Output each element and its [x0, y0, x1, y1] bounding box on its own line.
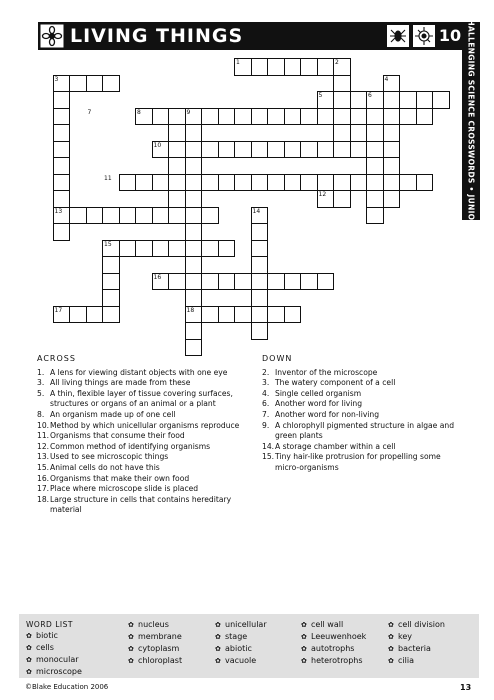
word-list-word: cilia: [398, 656, 414, 665]
flower-bullet-icon: ✿: [388, 633, 394, 641]
word-list-item: [26, 642, 82, 654]
across-clue: [37, 484, 259, 495]
grid-cell[interactable]: [300, 141, 318, 159]
grid-cell[interactable]: [53, 124, 71, 142]
grid-cell[interactable]: [201, 273, 219, 291]
page-title: LIVING THINGS: [70, 25, 244, 47]
grid-cell[interactable]: [251, 306, 269, 324]
word-list-column: [26, 619, 82, 678]
grid-cell[interactable]: [201, 174, 219, 192]
word-list-word: biotic: [36, 631, 58, 640]
grid-cell[interactable]: [53, 174, 71, 192]
grid-cell[interactable]: [119, 240, 137, 258]
grid-cell[interactable]: [185, 157, 203, 175]
clue-number-label: 12: [318, 191, 327, 198]
grid-cell[interactable]: [366, 108, 384, 126]
clue-number-label: 8: [137, 108, 141, 116]
page-number-badge: 10: [438, 26, 462, 45]
grid-cell[interactable]: [53, 190, 71, 208]
grid-cell[interactable]: [350, 141, 368, 159]
clue-number-label: 11: [104, 174, 112, 182]
word-list-word: vacuole: [225, 656, 257, 665]
down-clue: [262, 410, 458, 421]
grid-cell[interactable]: [383, 141, 401, 159]
word-list-word: nucleus: [138, 620, 169, 629]
word-list-item: [26, 666, 82, 678]
clue-number: 3.: [37, 378, 45, 388]
clue-number: 17.: [37, 484, 50, 494]
grid-cell[interactable]: [234, 306, 252, 324]
clue-text: A thin, flexible layer of tissue covering surfaces, structures or organs of an animal or a plant: [50, 388, 233, 409]
grid-cell[interactable]: [168, 108, 186, 126]
down-clues: [262, 354, 458, 474]
grid-cell[interactable]: [135, 174, 153, 192]
clue-number: 2.: [262, 367, 270, 377]
across-clue: [37, 410, 259, 421]
flower-bullet-icon: ✿: [301, 657, 307, 665]
clue-text: A chlorophyll pigmented structure in algae and green plants: [275, 420, 455, 441]
word-list-column: [215, 619, 267, 667]
grid-cell[interactable]: [366, 190, 384, 208]
grid-cell[interactable]: [168, 174, 186, 192]
grid-cell[interactable]: [366, 207, 384, 225]
grid-cell[interactable]: [267, 174, 285, 192]
word-list-item: [301, 631, 366, 643]
grid-cell[interactable]: [234, 174, 252, 192]
grid-cell[interactable]: [366, 141, 384, 159]
clue-number: 15.: [262, 452, 275, 462]
grid-cell[interactable]: [185, 190, 203, 208]
grid-cell[interactable]: [185, 141, 203, 159]
clue-text: Used to see microscopic things: [50, 452, 169, 462]
grid-cell[interactable]: [317, 273, 335, 291]
clue-number-label: 17: [54, 306, 63, 314]
grid-cell[interactable]: [284, 306, 302, 324]
clue-text: Animal cells do not have this: [50, 462, 160, 472]
word-list-item: [215, 643, 267, 655]
grid-cell[interactable]: [416, 174, 434, 192]
grid-cell[interactable]: [69, 75, 87, 93]
grid-cell[interactable]: [251, 174, 269, 192]
grid-cell[interactable]: [432, 91, 450, 109]
clue-text: Place where microscope slide is placed: [50, 484, 199, 494]
word-list-word: microscope: [36, 667, 82, 676]
grid-cell[interactable]: [333, 190, 351, 208]
grid-cell[interactable]: [267, 141, 285, 159]
grid-cell[interactable]: [300, 273, 318, 291]
grid-cell[interactable]: [251, 273, 269, 291]
grid-cell[interactable]: [300, 174, 318, 192]
grid-cell[interactable]: [185, 273, 203, 291]
flower-bullet-icon: ✿: [26, 632, 32, 640]
grid-cell[interactable]: [251, 141, 269, 159]
down-clue: [262, 452, 458, 473]
clue-text: All living things are made from these: [50, 378, 191, 388]
grid-cell[interactable]: [218, 141, 236, 159]
clue-number: 1.: [37, 367, 45, 377]
flower-bullet-icon: ✿: [128, 657, 134, 665]
grid-cell[interactable]: [168, 273, 186, 291]
across-clue: [37, 442, 259, 453]
grid-cell[interactable]: [383, 108, 401, 126]
clue-text: Method by which unicellular organisms reproduce: [50, 420, 240, 430]
flower-bullet-icon: ✿: [301, 645, 307, 653]
grid-cell[interactable]: [102, 207, 120, 225]
clue-number: 8.: [37, 409, 45, 419]
flower-bullet-icon: ✿: [301, 633, 307, 641]
clue-text: Single celled organism: [275, 388, 362, 398]
clue-number: 15.: [37, 462, 50, 472]
clue-number-label: 4: [384, 75, 389, 83]
grid-cell[interactable]: [383, 124, 401, 142]
sidebar-label: CHALLENGING SCIENCE CROSSWORDS • JUNIOR: [466, 13, 476, 227]
clue-text: Another word for living: [275, 399, 363, 409]
grid-cell[interactable]: [53, 108, 71, 126]
grid-cell[interactable]: [399, 174, 417, 192]
footer-page-number: 13: [460, 683, 472, 692]
across-heading: ACROSS: [37, 354, 76, 363]
grid-cell[interactable]: [333, 91, 351, 109]
word-list-column: [128, 619, 182, 667]
clue-number-label: 7: [87, 108, 92, 116]
grid-cell[interactable]: [399, 108, 417, 126]
grid-cell[interactable]: [350, 174, 368, 192]
grid-cell[interactable]: [86, 75, 104, 93]
clue-number-label: 18: [186, 306, 195, 314]
clue-number: 7.: [262, 409, 270, 419]
grid-cell[interactable]: [102, 256, 120, 274]
across-clue: [37, 463, 259, 474]
flower-bullet-icon: ✿: [215, 621, 221, 629]
word-list-item: [215, 631, 267, 643]
flower-bullet-icon: ✿: [388, 657, 394, 665]
grid-cell[interactable]: [119, 207, 137, 225]
grid-cell[interactable]: [185, 223, 203, 241]
word-list-title: WORD LIST: [26, 620, 73, 629]
flower-bullet-icon: ✿: [215, 645, 221, 653]
grid-cell[interactable]: [251, 322, 269, 340]
grid-cell[interactable]: [218, 306, 236, 324]
grid-cell[interactable]: [350, 91, 368, 109]
grid-cell[interactable]: [102, 306, 120, 324]
down-clue: [262, 368, 458, 379]
grid-cell[interactable]: [185, 207, 203, 225]
across-clue: [37, 389, 259, 410]
across-clue: [37, 495, 259, 516]
clue-text: Large structure in cells that contains hereditary material: [50, 494, 232, 515]
clue-text: The watery component of a cell: [275, 378, 396, 388]
grid-cell[interactable]: [152, 108, 170, 126]
clue-number: 6.: [262, 399, 270, 409]
grid-cell[interactable]: [53, 157, 71, 175]
grid-cell[interactable]: [53, 141, 71, 159]
grid-cell[interactable]: [251, 289, 269, 307]
grid-cell[interactable]: [383, 157, 401, 175]
flower-bullet-icon: ✿: [128, 621, 134, 629]
across-clue: [37, 421, 259, 432]
clue-number: 12.: [37, 441, 50, 451]
word-list-column: [388, 619, 445, 667]
down-clue: [262, 421, 458, 442]
word-list-item: [128, 631, 182, 643]
grid-cell[interactable]: [284, 141, 302, 159]
grid-cell[interactable]: [251, 240, 269, 258]
word-list-word: unicellular: [225, 620, 267, 629]
grid-cell[interactable]: [333, 174, 351, 192]
grid-cell[interactable]: [267, 306, 285, 324]
word-list-word: membrane: [138, 632, 182, 641]
word-list-word: heterotrophs: [311, 656, 363, 665]
clue-number-label: 2: [335, 59, 339, 66]
grid-cell[interactable]: [168, 141, 186, 159]
word-list-word: chloroplast: [138, 656, 183, 665]
down-heading: DOWN: [262, 354, 293, 363]
clue-number: 16.: [37, 473, 50, 483]
grid-cell[interactable]: [284, 58, 302, 76]
clue-text: An organism made up of one cell: [50, 409, 176, 419]
clue-text: Another word for non-living: [275, 409, 380, 419]
flower-bullet-icon: ✿: [301, 621, 307, 629]
grid-cell[interactable]: [416, 108, 434, 126]
word-list-item: [388, 655, 445, 667]
grid-cell[interactable]: [201, 141, 219, 159]
word-list-item: [128, 655, 182, 667]
grid-cell[interactable]: [284, 273, 302, 291]
grid-cell[interactable]: [135, 240, 153, 258]
grid-cell[interactable]: [201, 306, 219, 324]
word-list-item: [301, 643, 366, 655]
grid-cell[interactable]: [317, 58, 335, 76]
across-clue: [37, 452, 259, 463]
grid-cell[interactable]: [185, 240, 203, 258]
word-list-word: cell wall: [311, 620, 344, 629]
clue-text: Organisms that consume their food: [50, 431, 185, 441]
word-list-item: [388, 643, 445, 655]
word-list-word: cell division: [398, 620, 445, 629]
clue-number: 10.: [37, 420, 50, 430]
grid-cell[interactable]: [218, 240, 236, 258]
clue-number: 18.: [37, 494, 50, 504]
crossword-grid: [0, 0, 494, 340]
grid-cell[interactable]: [218, 174, 236, 192]
grid-cell[interactable]: [53, 91, 71, 109]
grid-cell[interactable]: [53, 223, 71, 241]
grid-cell[interactable]: [185, 174, 203, 192]
across-clue: [37, 431, 259, 442]
clue-number-label: 14: [252, 207, 261, 215]
grid-cell[interactable]: [267, 108, 285, 126]
clue-text: Common method of identifying organisms: [50, 441, 211, 451]
grid-cell[interactable]: [168, 207, 186, 225]
word-list-item: [301, 655, 366, 667]
copyright: ©Blake Education 2006: [25, 683, 109, 691]
clue-number-label: 15: [104, 240, 112, 248]
grid-cell[interactable]: [152, 174, 170, 192]
grid-cell[interactable]: [69, 207, 87, 225]
grid-cell[interactable]: [284, 108, 302, 126]
grid-cell[interactable]: [399, 91, 417, 109]
grid-cell[interactable]: [152, 207, 170, 225]
grid-cell[interactable]: [102, 75, 120, 93]
grid-cell[interactable]: [135, 207, 153, 225]
grid-cell[interactable]: [383, 190, 401, 208]
grid-cell[interactable]: [366, 124, 384, 142]
across-clues: [37, 354, 259, 516]
word-list-word: cells: [36, 643, 54, 652]
flower-bullet-icon: ✿: [215, 633, 221, 641]
flower-bullet-icon: ✿: [26, 668, 32, 676]
flower-bullet-icon: ✿: [215, 657, 221, 665]
grid-cell[interactable]: [185, 124, 203, 142]
grid-cell[interactable]: [168, 240, 186, 258]
clue-number: 13.: [37, 452, 50, 462]
grid-cell[interactable]: [284, 174, 302, 192]
word-list-item: [215, 619, 267, 631]
word-list-word: Leeuwenhoek: [311, 632, 367, 641]
across-clue: [37, 474, 259, 485]
word-list-item: [388, 631, 445, 643]
flower-bullet-icon: ✿: [26, 644, 32, 652]
clue-number-label: 16: [153, 273, 162, 281]
grid-cell[interactable]: [333, 75, 351, 93]
clue-number-label: 9: [186, 108, 191, 116]
grid-cell[interactable]: [333, 124, 351, 142]
grid-cell[interactable]: [251, 256, 269, 274]
grid-cell[interactable]: [168, 124, 186, 142]
flower-bullet-icon: ✿: [388, 621, 394, 629]
grid-cell[interactable]: [251, 58, 269, 76]
grid-cell[interactable]: [201, 108, 219, 126]
clue-number: 9.: [262, 420, 270, 430]
clue-text: Inventor of the microscope: [275, 367, 378, 377]
clue-number-label: 13: [54, 207, 63, 215]
clue-number-label: 5: [318, 92, 323, 99]
clue-number-label: 6: [368, 92, 372, 99]
grid-cell[interactable]: [317, 174, 335, 192]
word-list-word: monocular: [36, 655, 79, 664]
flower-bullet-icon: ✿: [128, 633, 134, 641]
word-list-item: [388, 619, 445, 631]
clue-number: 4.: [262, 388, 270, 398]
word-list-word: bacteria: [398, 644, 431, 653]
grid-cell[interactable]: [185, 322, 203, 340]
grid-cell[interactable]: [119, 174, 137, 192]
word-list-word: key: [398, 632, 413, 641]
grid-cell[interactable]: [185, 289, 203, 307]
grid-cell[interactable]: [168, 190, 186, 208]
clue-number-label: 3: [54, 75, 59, 83]
clue-text: Organisms that make their own food: [50, 473, 190, 483]
grid-cell[interactable]: [168, 157, 186, 175]
down-clue: [262, 399, 458, 410]
down-clue: [262, 442, 458, 453]
grid-cell[interactable]: [300, 108, 318, 126]
word-list-item: [26, 654, 82, 666]
word-list-word: autotrophs: [311, 644, 355, 653]
grid-cell[interactable]: [317, 141, 335, 159]
grid-cell[interactable]: [300, 58, 318, 76]
grid-cell[interactable]: [416, 91, 434, 109]
clue-number: 14.: [262, 441, 275, 451]
grid-cell[interactable]: [102, 289, 120, 307]
grid-cell[interactable]: [234, 108, 252, 126]
word-list-item: [26, 630, 82, 642]
clue-number-label: 10: [153, 141, 162, 149]
across-clue: [37, 368, 259, 379]
flower-bullet-icon: ✿: [128, 645, 134, 653]
grid-cell[interactable]: [383, 174, 401, 192]
grid-cell[interactable]: [201, 207, 219, 225]
word-list-item: [128, 619, 182, 631]
word-list-item: [301, 619, 366, 631]
clue-number: 11.: [37, 431, 50, 441]
grid-cell[interactable]: [69, 306, 87, 324]
grid-cell[interactable]: [152, 240, 170, 258]
clue-number-label: 1: [236, 59, 240, 66]
word-list-item: [215, 655, 267, 667]
grid-cell[interactable]: [333, 141, 351, 159]
word-list-word: cytoplasm: [138, 644, 180, 653]
clue-text: A lens for viewing distant objects with one eye: [50, 367, 228, 377]
word-list-column: [301, 619, 366, 667]
down-clue: [262, 389, 458, 400]
clue-text: A storage chamber within a cell: [275, 441, 396, 451]
clue-number: 3.: [262, 378, 270, 388]
grid-cell[interactable]: [218, 108, 236, 126]
grid-cell[interactable]: [267, 273, 285, 291]
grid-cell[interactable]: [234, 141, 252, 159]
grid-cell[interactable]: [366, 174, 384, 192]
grid-cell[interactable]: [86, 207, 104, 225]
grid-cell[interactable]: [317, 108, 335, 126]
flower-bullet-icon: ✿: [26, 656, 32, 664]
grid-cell[interactable]: [333, 108, 351, 126]
flower-bullet-icon: ✿: [388, 645, 394, 653]
grid-cell[interactable]: [267, 58, 285, 76]
grid-cell[interactable]: [234, 273, 252, 291]
grid-cell[interactable]: [383, 91, 401, 109]
grid-cell[interactable]: [350, 108, 368, 126]
grid-cell[interactable]: [218, 273, 236, 291]
clue-text: Tiny hair-like protrusion for propelling some micro-organisms: [275, 452, 441, 472]
grid-cell[interactable]: [102, 273, 120, 291]
grid-cell[interactable]: [251, 223, 269, 241]
grid-cell[interactable]: [366, 157, 384, 175]
grid-cell[interactable]: [251, 108, 269, 126]
across-clue: [37, 378, 259, 389]
grid-cell[interactable]: [201, 240, 219, 258]
word-list-word: abiotic: [225, 644, 252, 653]
word-list-word: stage: [225, 632, 248, 641]
grid-cell[interactable]: [185, 256, 203, 274]
down-clue: [262, 378, 458, 389]
clue-number: 5.: [37, 388, 45, 398]
grid-cell[interactable]: [86, 306, 104, 324]
word-list-item: [128, 643, 182, 655]
